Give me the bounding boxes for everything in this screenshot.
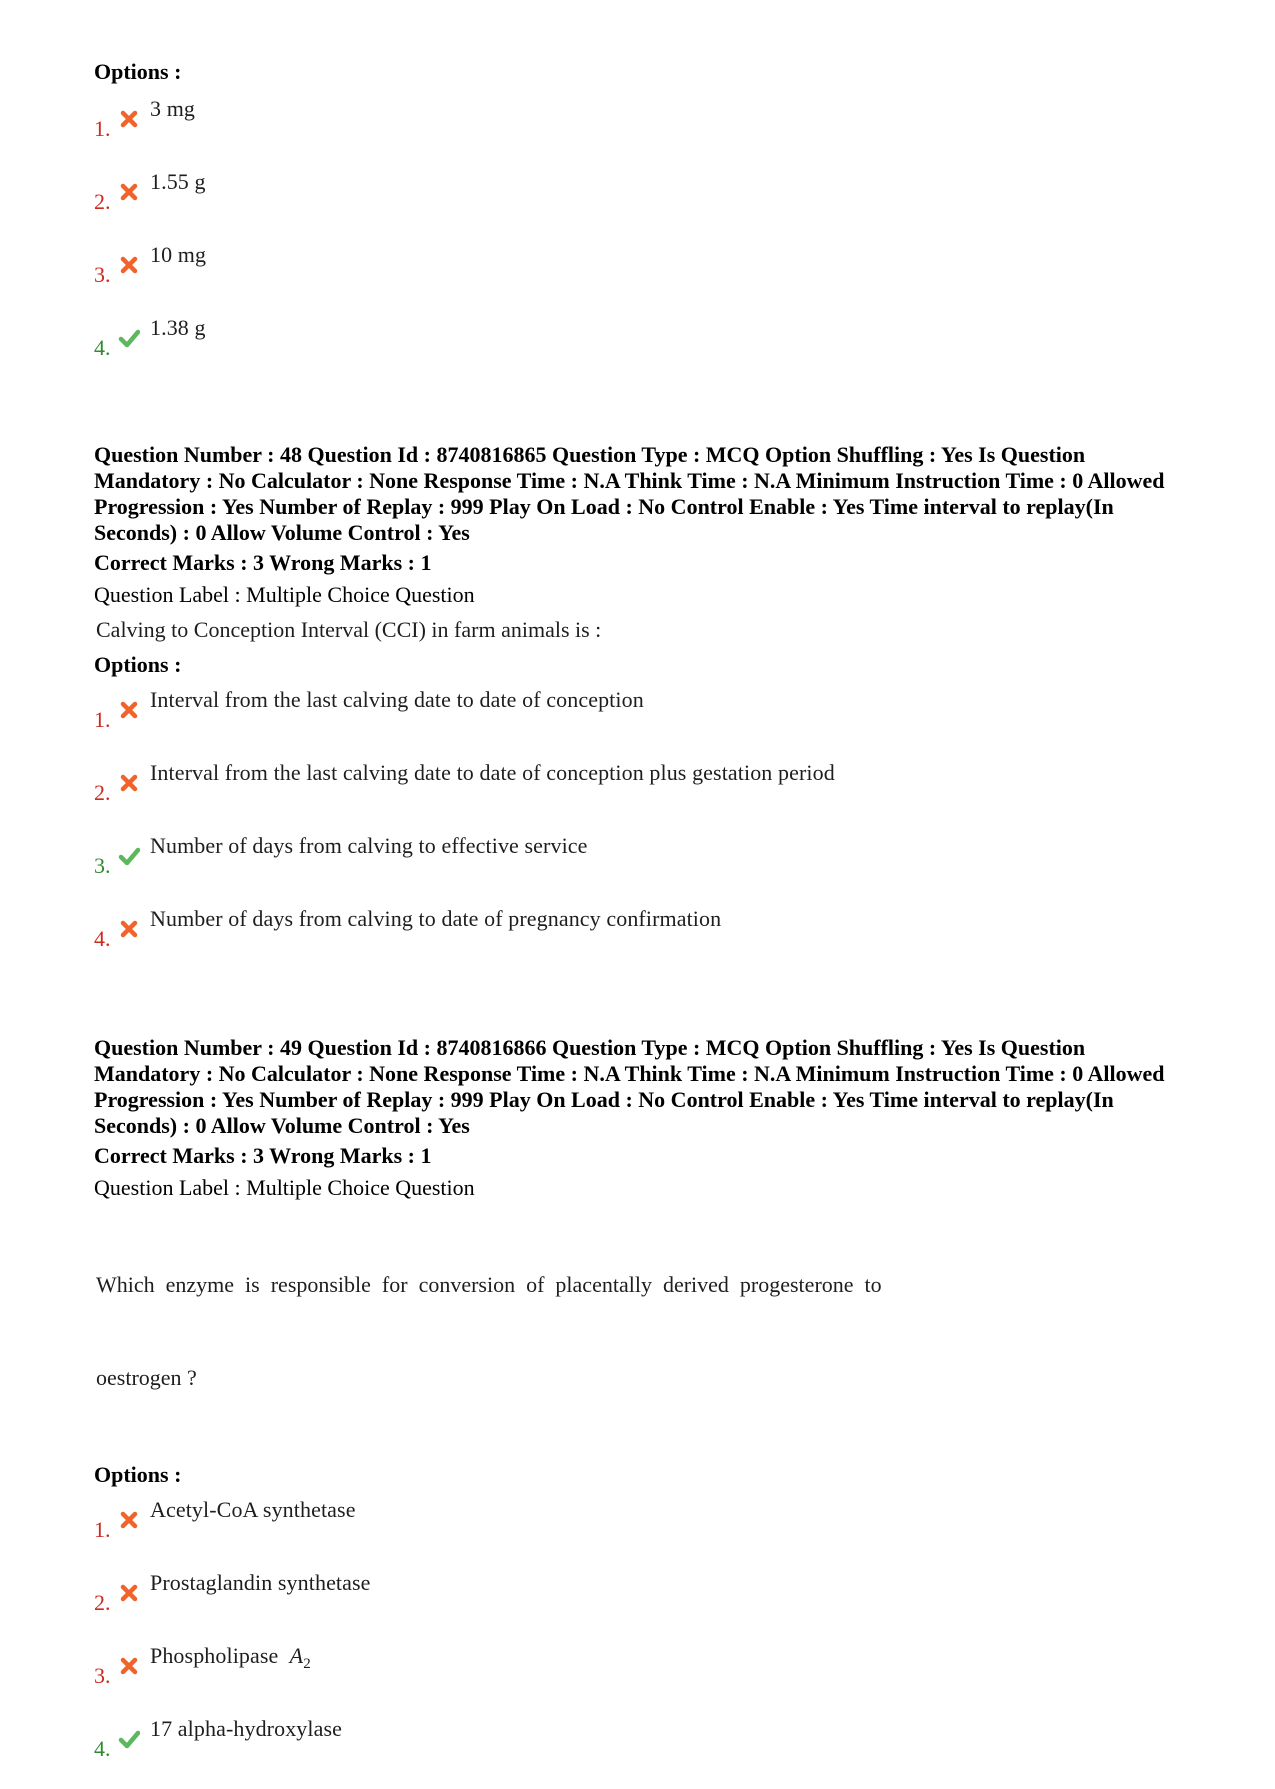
option-1 bbox=[94, 687, 1194, 760]
question-label: Question Label : Multiple Choice Question bbox=[94, 582, 475, 607]
option-text: Number of days from calving to date of pregnancy confirmation bbox=[150, 906, 722, 931]
option-2 bbox=[94, 1570, 1194, 1643]
option-text: Prostaglandin synthetase bbox=[150, 1570, 371, 1595]
question-text bbox=[94, 1207, 1194, 1455]
math-subscript bbox=[284, 1643, 311, 1672]
check-icon bbox=[118, 327, 140, 349]
option-1 bbox=[94, 96, 1194, 169]
option-3 bbox=[94, 242, 1194, 315]
question-marks: Correct Marks : 3 Wrong Marks : 1 bbox=[94, 1143, 432, 1168]
option-number: 1. bbox=[94, 707, 111, 732]
options-list bbox=[94, 687, 1194, 979]
option-text-label: Phospholipase bbox=[150, 1643, 279, 1668]
math-base: A bbox=[289, 1643, 304, 1668]
question-text: Calving to Conception Interval (CCI) in farm animals is : bbox=[96, 617, 602, 642]
option-text: 17 alpha-hydroxylase bbox=[150, 1716, 342, 1741]
option-3 bbox=[94, 1643, 1194, 1716]
check-icon bbox=[118, 1728, 140, 1750]
question-text-line-2: oestrogen ? bbox=[96, 1365, 197, 1390]
option-number: 1. bbox=[94, 116, 111, 141]
options-list bbox=[94, 96, 1194, 388]
option-text: 1.38 g bbox=[150, 315, 206, 340]
cross-icon bbox=[118, 699, 140, 721]
math-sub: 2 bbox=[303, 1656, 311, 1672]
option-4 bbox=[94, 906, 1194, 979]
option-number: 3. bbox=[94, 262, 111, 287]
option-number: 2. bbox=[94, 189, 111, 214]
options-heading: Options : bbox=[94, 1462, 182, 1487]
cross-icon bbox=[118, 918, 140, 940]
option-text: Number of days from calving to effective service bbox=[150, 833, 588, 858]
cross-icon bbox=[118, 1509, 140, 1531]
question-48 bbox=[94, 442, 1194, 979]
option-4 bbox=[94, 1716, 1194, 1789]
option-number: 2. bbox=[94, 1590, 111, 1615]
option-4 bbox=[94, 315, 1194, 388]
question-meta: Question Number : 48 Question Id : 8740816865 Question Type : MCQ Option Shuffling : Yes Is Question Mandatory : No Calculator : None Response Time : N.A Think Time : N.A Minimum Instruction Time : 0 Allowed Progression : Yes Number of Replay : 999 Play On Load : No Control Enable : Yes Time interval to replay(In Seconds) : 0 Allow Volume Control : Yes bbox=[94, 442, 1165, 545]
option-text: Acetyl-CoA synthetase bbox=[150, 1497, 356, 1522]
question-49 bbox=[94, 1035, 1194, 1789]
option-number: 2. bbox=[94, 780, 111, 805]
cross-icon bbox=[118, 254, 140, 276]
option-1 bbox=[94, 1497, 1194, 1570]
option-number: 4. bbox=[94, 1736, 111, 1761]
option-number: 4. bbox=[94, 335, 111, 360]
option-text: Interval from the last calving date to date of conception bbox=[150, 687, 644, 712]
option-number: 1. bbox=[94, 1517, 111, 1542]
options-list bbox=[94, 1497, 1194, 1789]
option-2 bbox=[94, 169, 1194, 242]
option-text: 10 mg bbox=[150, 242, 207, 267]
cross-icon bbox=[118, 181, 140, 203]
option-2 bbox=[94, 760, 1194, 833]
cross-icon bbox=[118, 772, 140, 794]
cross-icon bbox=[118, 1655, 140, 1677]
question-47-options bbox=[94, 58, 1194, 388]
option-text bbox=[150, 1643, 311, 1673]
options-heading: Options : bbox=[94, 59, 182, 84]
option-text: 1.55 g bbox=[150, 169, 206, 194]
check-icon bbox=[118, 845, 140, 867]
cross-icon bbox=[118, 1582, 140, 1604]
question-meta: Question Number : 49 Question Id : 8740816866 Question Type : MCQ Option Shuffling : Yes Is Question Mandatory : No Calculator : None Response Time : N.A Think Time : N.A Minimum Instruction Time : 0 Allowed Progression : Yes Number of Replay : 999 Play On Load : No Control Enable : Yes Time interval to replay(In Seconds) : 0 Allow Volume Control : Yes bbox=[94, 1035, 1165, 1138]
option-number: 4. bbox=[94, 926, 111, 951]
question-marks: Correct Marks : 3 Wrong Marks : 1 bbox=[94, 550, 432, 575]
question-text-line-1: Which enzyme is responsible for conversion of placentally derived progesterone to bbox=[96, 1272, 882, 1297]
option-3 bbox=[94, 833, 1194, 906]
options-heading: Options : bbox=[94, 652, 182, 677]
option-text: Interval from the last calving date to date of conception plus gestation period bbox=[150, 760, 835, 785]
cross-icon bbox=[118, 108, 140, 130]
question-label: Question Label : Multiple Choice Question bbox=[94, 1175, 475, 1200]
option-text: 3 mg bbox=[150, 96, 196, 121]
document-page bbox=[94, 58, 1194, 1789]
option-number: 3. bbox=[94, 1663, 111, 1688]
option-number: 3. bbox=[94, 853, 111, 878]
